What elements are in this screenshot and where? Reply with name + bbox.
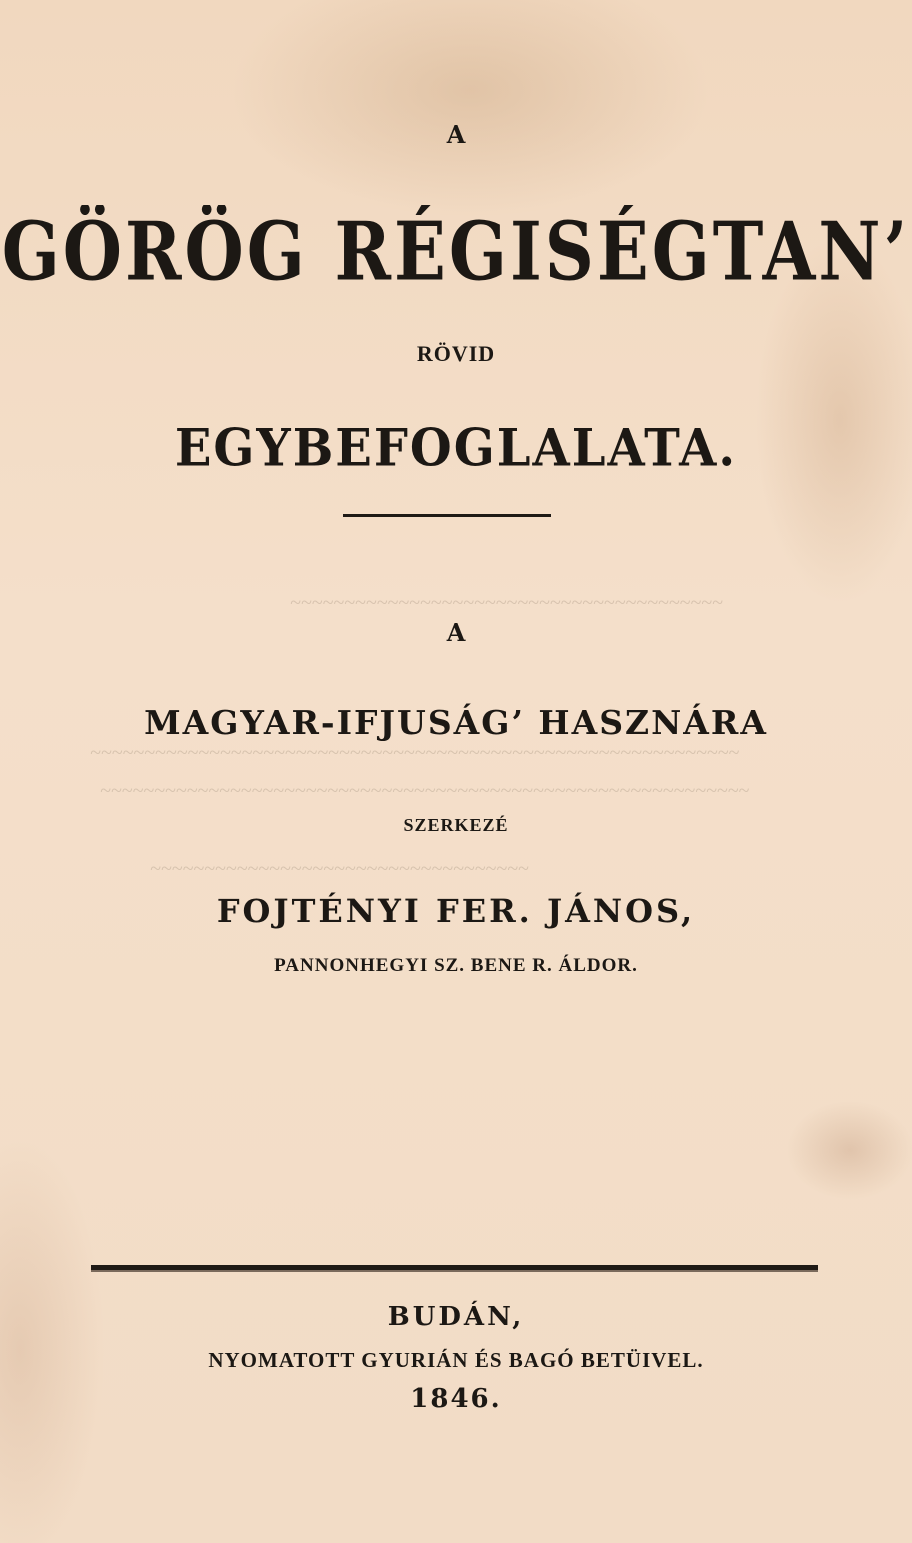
show-through-text: ~~~~~~~~~~~~~~~~~~~~~~~~~~~~~~~~~~~~~~~~~~~~~~~~~~~~~~~~~~~~ [90,742,740,764]
main-title: GÖRÖG RÉGISÉGTAN’ [1,205,911,300]
short-rule [343,514,551,517]
author-name: FOJTÉNYI FER. JÁNOS, [216,892,696,930]
subtitle-word: RÖVID [416,341,496,366]
edited-by-line: SZERKEZÉ [403,815,509,835]
author-order: PANNONHEGYI SZ. BENE R. ÁLDOR. [274,955,638,976]
title-continuation: EGYBEFOGLALATA. [174,418,738,479]
imprint-rule [91,1265,818,1272]
article-a-top: A [446,120,466,149]
show-through-text: ~~~~~~~~~~~~~~~~~~~~~~~~~~~~~~~~~~~ [150,858,529,880]
imprint-place: BUDÁN, [387,1302,525,1332]
article-a-second: A [446,618,466,647]
imprint-year: 1846. [410,1384,502,1414]
show-through-text: ~~~~~~~~~~~~~~~~~~~~~~~~~~~~~~~~~~~~~~~~~~~~~~~~~~~~~~~~~~~~ [100,780,750,802]
imprint-printer: NYOMATOTT GYURIÁN ÉS BAGÓ BETÜIVEL. [208,1348,704,1372]
show-through-text: ~~~~~~~~~~~~~~~~~~~~~~~~~~~~~~~~~~~~~~~~ [290,592,723,614]
audience-line: MAGYAR-IFJUSÁG’ HASZNÁRA [144,703,768,742]
